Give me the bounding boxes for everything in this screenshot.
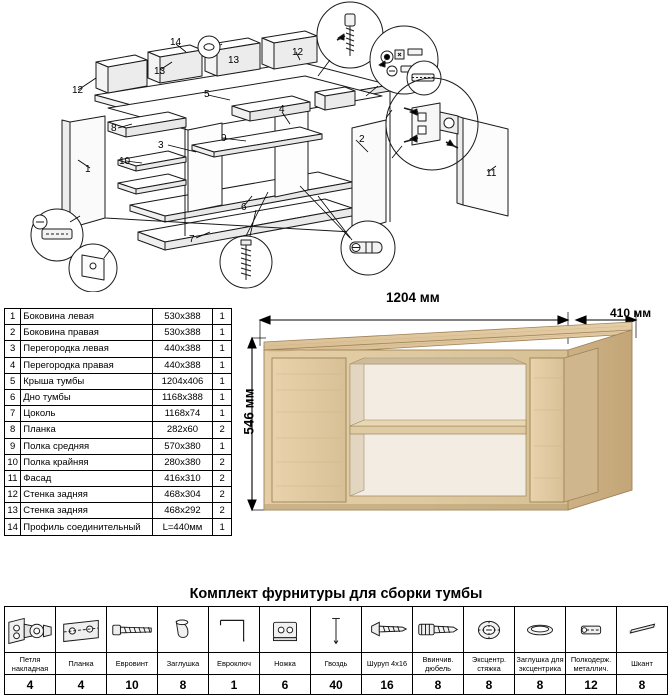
callout-9: 9 [221,133,227,144]
table-row [5,422,232,438]
dimension-height-label: 546 мм [241,388,257,435]
part-qty: 1 [213,325,232,341]
euroscrew-icon [107,607,158,653]
part-number: 8 [5,422,21,438]
part-size: 440х388 [152,341,213,357]
hardware-kit-section [0,586,672,700]
part-qty: 2 [213,487,232,503]
dimension-width-label: 1204 мм [386,290,440,305]
table-row [5,503,232,519]
part-size: 1168х388 [152,389,213,405]
kit-item-name: Заглушка [158,653,209,675]
product-drawing-svg [232,286,672,546]
callout-8: 8 [111,123,117,134]
part-name: Планка [21,422,152,438]
part-name: Стенка задняя [21,487,152,503]
kit-title: Комплект фурнитуры для сборки тумбы [189,586,483,602]
table-row [5,357,232,373]
part-name: Полка средняя [21,438,152,454]
kit-item-count: 8 [413,675,464,695]
kit-item-name: Евровинт [107,653,158,675]
part-size: 280х380 [152,454,213,470]
part-size: 530х388 [152,325,213,341]
table-row [5,454,232,470]
part-size: 440х388 [152,357,213,373]
part-name: Профиль соединительный [21,519,152,535]
callout-1: 1 [85,164,91,175]
right-door [530,358,564,502]
table-row [5,470,232,486]
part-size: 1204х406 [152,373,213,389]
screw-icon [362,607,413,653]
callout-13b: 13 [228,55,240,66]
callout-12: 12 [72,85,84,96]
part-number: 12 [5,487,21,503]
part-number: 1 [5,309,21,325]
kit-item-count: 1 [209,675,260,695]
callout-2: 2 [359,134,365,145]
kit-item-count: 10 [107,675,158,695]
parts-table [4,308,232,536]
table-row [5,389,232,405]
kit-item-count: 12 [566,675,617,695]
hinge-icon [5,607,56,653]
part-number: 6 [5,389,21,405]
callout-10: 10 [119,156,131,167]
part-size: 282х60 [152,422,213,438]
kit-icon-row [5,607,668,653]
kit-item-count: 8 [158,675,209,695]
part-size: 468х304 [152,487,213,503]
kit-name-row [5,653,668,675]
callout-11: 11 [486,168,497,179]
kit-item-count: 8 [617,675,668,695]
exploded-assembly-diagram [0,0,672,292]
part-qty: 2 [213,503,232,519]
kit-item-name: Ножка [260,653,311,675]
callout-12b: 12 [292,47,304,58]
part-qty: 1 [213,406,232,422]
kit-item-name: Шуруп 4х16 [362,653,413,675]
table-row [5,406,232,422]
part-size: L=440мм [152,519,213,535]
part-size: 530х388 [152,309,213,325]
part-name: Перегородка левая [21,341,152,357]
part-number: 2 [5,325,21,341]
part-size: 416х310 [152,470,213,486]
kit-item-count: 6 [260,675,311,695]
kit-item-count: 4 [5,675,56,695]
part-number: 5 [5,373,21,389]
kit-item-name: Эксцентр. стяжка [464,653,515,675]
kit-item-name: Ввинчив. дюбель [413,653,464,675]
part-name: Цоколь [21,406,152,422]
dowel-screw-icon [413,607,464,653]
part-qty: 1 [213,341,232,357]
part-number: 10 [5,454,21,470]
exploded-diagram-svg [0,0,672,292]
part-qty: 2 [213,422,232,438]
part-size: 468х292 [152,503,213,519]
part-name: Фасад [21,470,152,486]
kit-item-count: 16 [362,675,413,695]
part-qty: 1 [213,373,232,389]
callout-7: 7 [189,234,195,245]
part-qty: 2 [213,470,232,486]
eurokey-icon [209,607,260,653]
part-number: 4 [5,357,21,373]
left-door [272,358,346,502]
part-number: 7 [5,406,21,422]
part-qty: 1 [213,519,232,535]
part-name: Стенка задняя [21,503,152,519]
part-name: Полка крайняя [21,454,152,470]
part-qty: 2 [213,454,232,470]
part-name: Перегородка правая [21,357,152,373]
callout-14: 14 [170,37,182,48]
part-qty: 1 [213,357,232,373]
table-row [5,309,232,325]
dimension-depth-label: 410 мм [610,306,652,320]
shelf-support-icon [566,607,617,653]
callout-13: 13 [154,66,166,77]
table-row [5,519,232,535]
part-name: Дно тумбы [21,389,152,405]
part-qty: 1 [213,389,232,405]
part-number: 3 [5,341,21,357]
table-row [5,487,232,503]
plate-icon [56,607,107,653]
dimensioned-product-view [232,286,672,546]
cam-cap-icon [515,607,566,653]
part-name: Боковина правая [21,325,152,341]
kit-item-name: Полкодерж. металлич. [566,653,617,675]
kit-item-count: 4 [56,675,107,695]
kit-count-row [5,675,668,695]
hardware-kit-table [4,606,668,695]
nail-icon [311,607,362,653]
kit-item-count: 8 [515,675,566,695]
kit-item-name: Заглушка для эксцентрика [516,654,564,673]
leg-icon [260,607,311,653]
kit-item-name: Шкант [617,653,668,675]
part-number: 11 [5,470,21,486]
callout-4: 4 [279,104,285,115]
part-qty: 1 [213,309,232,325]
part-qty: 1 [213,438,232,454]
kit-item-name: Евроключ [209,653,260,675]
part-name: Боковина левая [21,309,152,325]
part-size: 1168х74 [152,406,213,422]
part-number: 9 [5,438,21,454]
callout-5: 5 [204,89,210,100]
table-row [5,438,232,454]
parts-table-body [5,309,232,536]
callout-3: 3 [158,140,164,151]
table-row [5,325,232,341]
dowel-icon [617,607,668,653]
part-size: 570х380 [152,438,213,454]
table-row [5,373,232,389]
part-name: Крыша тумбы [21,373,152,389]
callout-6: 6 [241,202,247,213]
cap-icon [158,607,209,653]
part-number: 13 [5,503,21,519]
table-row [5,341,232,357]
kit-item-name: Гвоздь [311,653,362,675]
kit-item-name: Планка [56,653,107,675]
part-number: 14 [5,519,21,535]
kit-item-name: Петля накладная [5,653,56,675]
cam-icon [464,607,515,653]
kit-item-count: 8 [464,675,515,695]
kit-item-count: 40 [311,675,362,695]
